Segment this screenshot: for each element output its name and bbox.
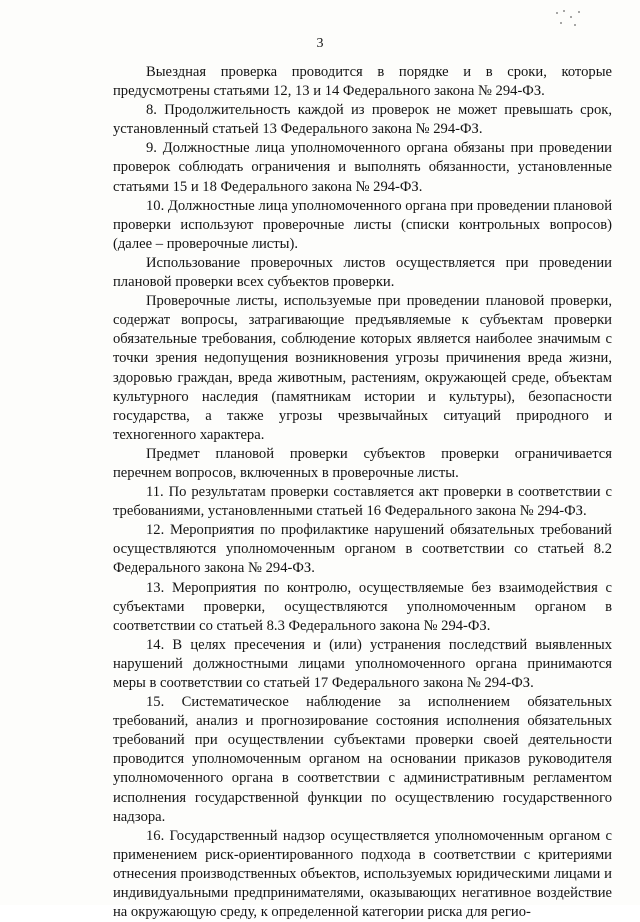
paragraph-14: 14. В целях пресечения и (или) устранения последствий выявленных нарушений должностными лицами уполномоченного органа принимаются меры в соответствии со статьей 17 Федерального закона № 294-ФЗ. (113, 636, 612, 691)
paragraph-8: 8. Продолжительность каждой из проверок не может превышать срок, установленный статьей 13 Федерального закона № 294-ФЗ. (113, 102, 612, 138)
paragraph-checklist-usage: Использование проверочных листов осуществляется при проведении плановой проверки всех субъектов проверки. (113, 254, 612, 291)
paragraph-10: 10. Должностные лица уполномоченного органа при проведении плановой проверки используют проверочные листы (списки контрольных вопросов) (далее – проверочные листы). (113, 197, 612, 252)
document-body (113, 63, 612, 922)
scan-artifact (554, 8, 588, 30)
paragraph-13: 13. Мероприятия по контролю, осуществляемые без взаимодействия с субъектами проверки, осуществляются уполномоченным органом в соответствии со статьей 8.3 Федерального закона № 294-ФЗ. (113, 579, 612, 634)
paragraph-onsite-inspection: Выездная проверка проводится в порядке и в сроки, которые предусмотрены статьями 12, 13 и 14 Федерального закона № 294-ФЗ. (113, 64, 612, 100)
paragraph-11: 11. По результатам проверки составляется акт проверки в соответствии с требованиями, установленными статьей 16 Федерального закона № 294-ФЗ. (113, 484, 612, 520)
paragraph-12: 12. Мероприятия по профилактике нарушений обязательных требований осуществляются уполномоченным органом в соответствии со статьей 8.2 Федерального закона № 294-ФЗ. (113, 522, 612, 577)
paragraph-inspection-subject: Предмет плановой проверки субъектов проверки ограничивается перечнем вопросов, включенных в проверочные листы. (113, 445, 612, 481)
paragraph-15: 15. Систематическое наблюдение за исполнением обязательных требований, анализ и прогнозирование состояния исполнения обязательных требований при осуществлении субъектами проверки своей деятельности проводится уполномоченным органом на основании приказов руководителя уполномоченного органа в соответствии с административным регламентом исполнения государственной функции по осуществлению государственного надзора. (113, 694, 612, 825)
paragraph-9: 9. Должностные лица уполномоченного органа обязаны при проведении проверок соблюдать ограничения и выполнять обязанности, установленные статьями 15 и 18 Федерального закона № 294-ФЗ. (113, 140, 612, 195)
paragraph-checklist-contents: Проверочные листы, используемые при проведении плановой проверки, содержат вопросы, затрагивающие предъявляемые к субъектам проверки обязательные требования, соблюдение которых является наиболее значимым с точки зрения недопущения возникновения угрозы причинения вреда жизни, здоровью граждан, вреда животным, растениям, окружающей среде, объектам культурного наследия (памятникам истории и культуры), безопасности государства, а также угрозы чрезвычайных ситуаций природного и техногенного характера. (113, 293, 612, 443)
paragraph-16: 16. Государственный надзор осуществляется уполномоченным органом с применением риск-ориентированного подхода в соответствии с критериями отнесения производственных объектов, используемых юридическими лицами и индивидуальными предпринимателями, оказывающих негативное воздействие на окружающую среду, к определенной категории риска для регио- (113, 827, 612, 921)
page-number: 3 (316, 36, 324, 51)
